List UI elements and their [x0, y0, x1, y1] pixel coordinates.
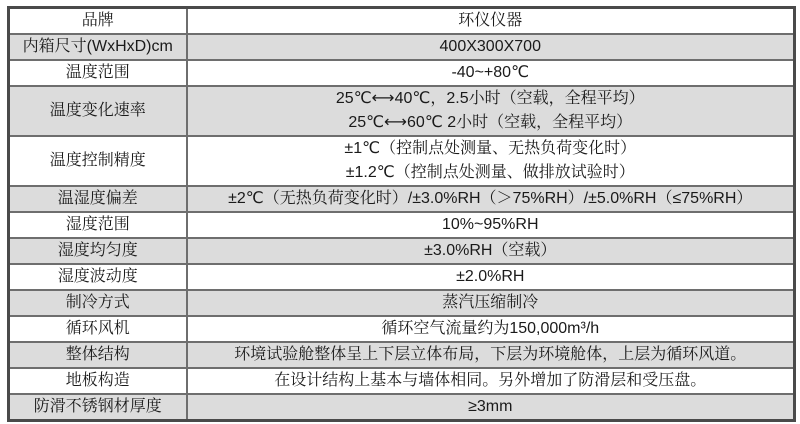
spec-row	[9, 316, 795, 342]
spec-label-cell: 温度变化速率	[9, 86, 187, 136]
spec-value-line: 在设计结构上基本与墙体相同。另外增加了防滑层和受压盘。	[274, 372, 707, 389]
spec-value-cell	[187, 86, 795, 136]
spec-value-line: 蒸汽压缩制冷	[442, 294, 539, 311]
spec-value-cell	[187, 60, 795, 86]
spec-value-cell	[187, 316, 795, 342]
spec-value-line: 25℃⟷60℃ 2小时（空载，全程平均）	[348, 114, 633, 131]
spec-label-cell: 内箱尺寸(WxHxD)cm	[9, 34, 187, 60]
spec-label-cell: 循环风机	[9, 316, 187, 342]
spec-label-cell: 温湿度偏差	[9, 186, 187, 212]
spec-value-line: 环仪仪器	[458, 12, 523, 29]
spec-row	[9, 60, 795, 86]
spec-row	[9, 342, 795, 368]
spec-value-line: ±2.0%RH	[456, 268, 525, 285]
spec-label-cell: 湿度范围	[9, 212, 187, 238]
spec-table-body	[9, 8, 795, 421]
spec-value-cell	[187, 342, 795, 368]
spec-value-line: ±1℃（控制点处测量、无热负荷变化时）	[344, 140, 637, 157]
spec-row	[9, 238, 795, 264]
spec-row	[9, 34, 795, 60]
spec-value-cell	[187, 34, 795, 60]
spec-value-cell	[187, 290, 795, 316]
spec-label-cell: 湿度波动度	[9, 264, 187, 290]
spec-value-cell	[187, 394, 795, 421]
spec-value-line: ±1.2℃（控制点处测量、做排放试验时）	[345, 164, 635, 181]
spec-value-line: 环境试验舱整体呈上下层立体布局，下层为环境舱体，上层为循环风道。	[234, 346, 747, 363]
spec-label-cell: 制冷方式	[9, 290, 187, 316]
spec-value-line: 10%~95%RH	[442, 216, 539, 233]
spec-label-cell: 地板构造	[9, 368, 187, 394]
spec-value-line: ≥3mm	[468, 398, 513, 415]
spec-value-line: 400X300X700	[439, 38, 541, 55]
spec-row	[9, 86, 795, 136]
spec-value-line: -40~+80℃	[451, 64, 530, 81]
spec-row	[9, 136, 795, 186]
spec-row	[9, 264, 795, 290]
spec-row	[9, 8, 795, 35]
spec-label-cell: 品牌	[9, 8, 187, 35]
spec-value-cell	[187, 136, 795, 186]
spec-value-line: 循环空气流量约为150,000m³/h	[381, 320, 600, 337]
spec-row	[9, 290, 795, 316]
spec-value-line: 25℃⟷40℃，2.5小时（空载，全程平均）	[335, 90, 645, 107]
spec-value-cell	[187, 238, 795, 264]
spec-row	[9, 394, 795, 421]
spec-row	[9, 368, 795, 394]
spec-label-cell: 整体结构	[9, 342, 187, 368]
spec-row	[9, 186, 795, 212]
spec-label-cell: 湿度均匀度	[9, 238, 187, 264]
spec-label-cell: 防滑不锈钢材厚度	[9, 394, 187, 421]
spec-value-cell	[187, 8, 795, 35]
spec-label-cell: 温度控制精度	[9, 136, 187, 186]
spec-label-cell: 温度范围	[9, 60, 187, 86]
spec-value-cell	[187, 212, 795, 238]
spec-value-cell	[187, 264, 795, 290]
spec-value-cell	[187, 186, 795, 212]
spec-value-line: ±3.0%RH（空载）	[424, 242, 557, 259]
spec-value-line: ±2℃（无热负荷变化时）/±3.0%RH（＞75%RH）/±5.0%RH（≤75%RH）	[228, 190, 753, 207]
spec-value-cell	[187, 368, 795, 394]
spec-row	[9, 212, 795, 238]
spec-table	[7, 6, 796, 422]
